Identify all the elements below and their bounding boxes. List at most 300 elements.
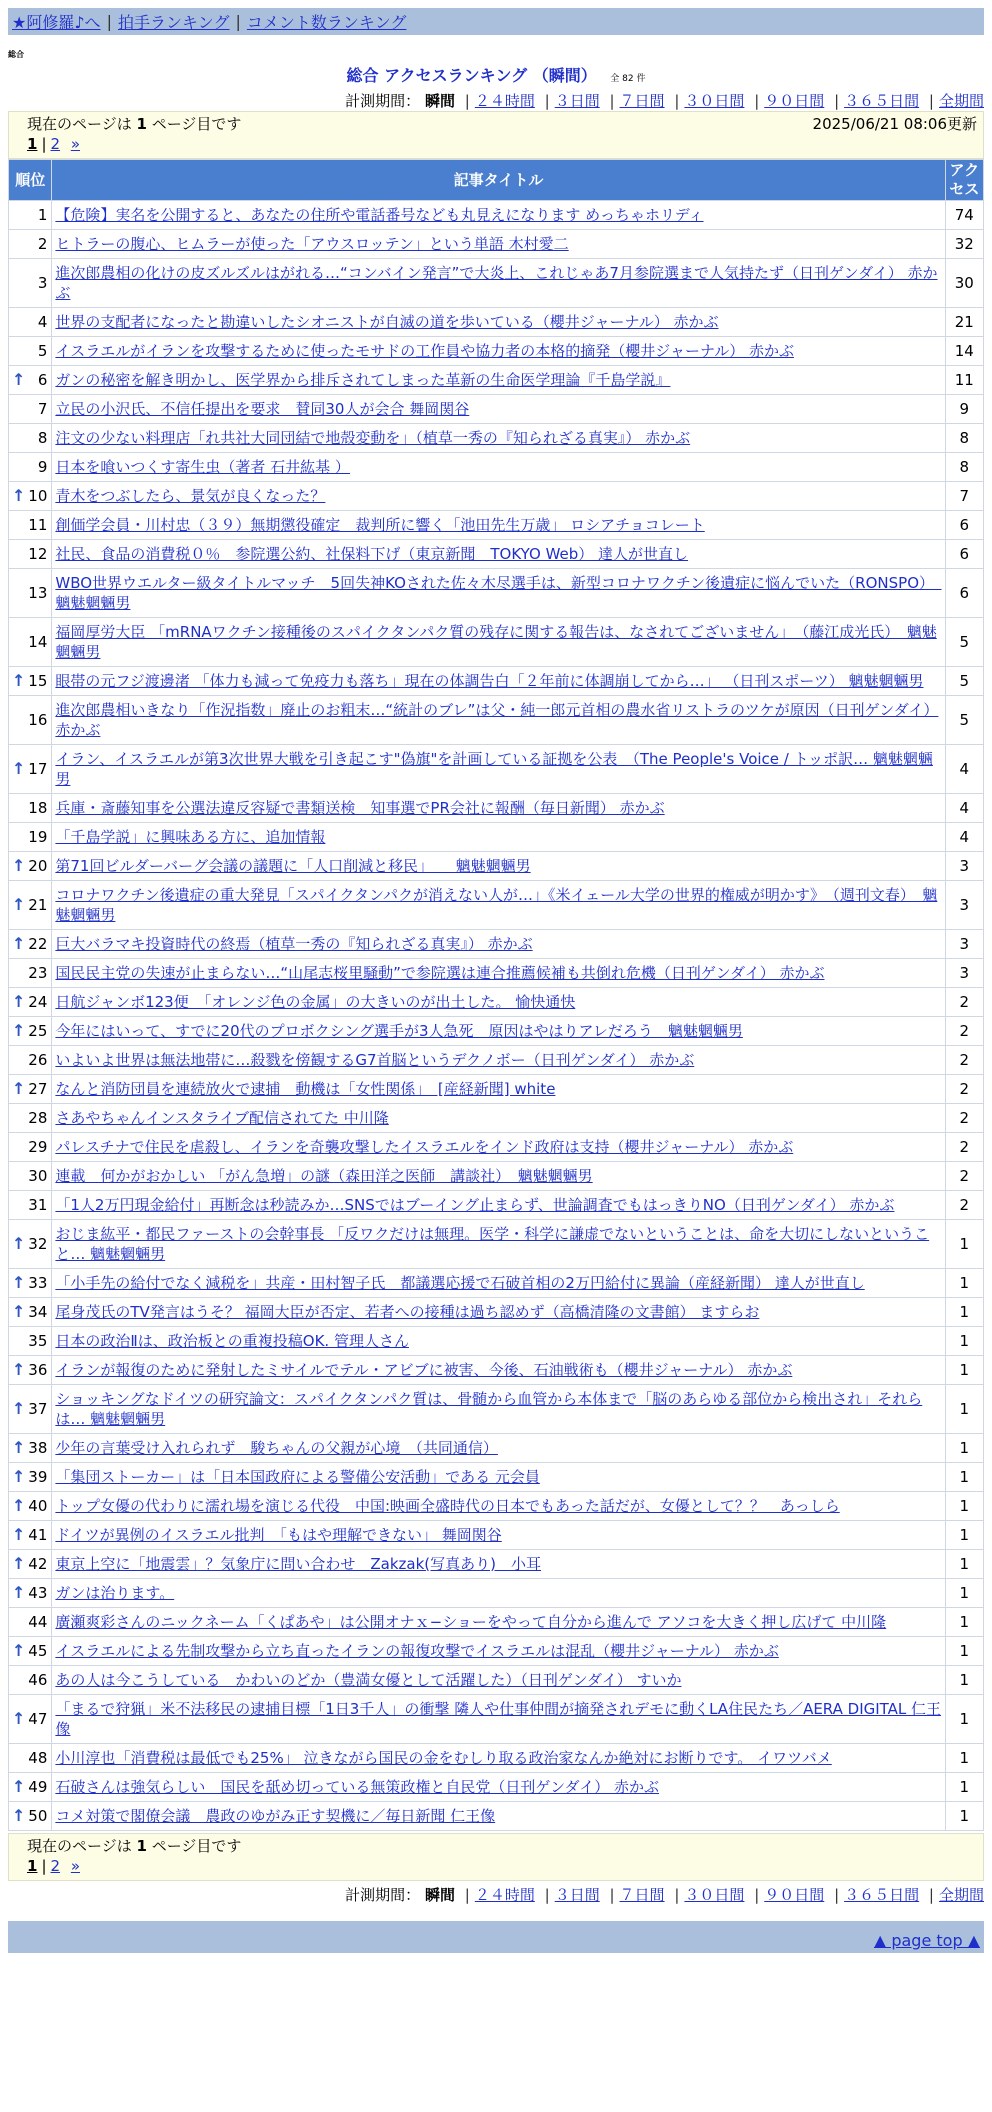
rank-number: 13 (28, 584, 48, 602)
title-cell (52, 308, 944, 336)
period-link-30d[interactable]: ３０日間 (684, 1886, 745, 1904)
rank-up-arrow-icon: ↑ (12, 992, 26, 1011)
article-title-link[interactable]: 石破さんは強気らしい 国民を舐め切っている無策政権と自民党（日刊ゲンダイ） 赤かぶ (55, 1778, 659, 1796)
article-title-link[interactable]: 東京上空に「地震雲」？気象庁に問い合わせ Zakzak(写真あり) 小耳 (55, 1555, 542, 1573)
title-cell (52, 569, 944, 617)
article-title-link[interactable]: WBO世界ウエルター級タイトルマッチ 5回失神KOされた佐々木尽選手は、新型コロナワクチン後遺症に悩んでいた（RONSPO） 魑魅魍魎男 (55, 574, 942, 612)
paging-box-bottom (8, 1833, 984, 1881)
title-cell (52, 823, 944, 851)
article-title-link[interactable]: トップ女優の代わりに濡れ場を演じる代役 中国:映画全盛時代の日本でもあった話だが、女優として？？ あっしら (55, 1497, 840, 1515)
rank-up-arrow-icon: ↑ (12, 1583, 26, 1602)
period-selector-bottom: 計測期間： 瞬間 | ２４時間 | ３日間 | ７日間 | ３０日間 | ９０日間 | ３６５日間 | 全期間 (345, 1886, 984, 1904)
access-count: 32 (946, 230, 983, 258)
article-title-link[interactable]: 連載 何かがおかしい 「がん急増」の謎（森田洋之医師 講談社） 魑魅魍魎男 (55, 1167, 593, 1185)
title-cell (52, 1162, 944, 1190)
article-title-link[interactable]: ドイツが異例のイスラエル批判 「もはや理解できない」 舞岡関谷 (55, 1526, 502, 1544)
article-title-link[interactable]: 巨大バラマキ投資時代の終焉（植草一秀の『知られざる真実』） 赤かぶ (55, 935, 533, 953)
access-count: 8 (946, 453, 983, 481)
rank-cell (9, 1521, 51, 1549)
page-2-link[interactable]: 2 (50, 1857, 61, 1875)
title-cell (52, 1298, 944, 1326)
title-cell (52, 1802, 944, 1830)
title-cell (52, 453, 944, 481)
period-link-24h[interactable]: ２４時間 (474, 1886, 535, 1904)
title-cell (52, 482, 944, 510)
next-page-link[interactable]: » (70, 1857, 81, 1875)
title-cell (52, 1579, 944, 1607)
article-title-link[interactable]: 「まるで狩猟」米不法移民の逮捕目標「1日3千人」の衝撃 隣人や仕事仲間が摘発されデモに動くLA住民たち／AERA DIGITAL 仁王像 (55, 1700, 942, 1738)
article-title-link[interactable]: 【危険】実名を公開すると、あなたの住所や電話番号なども丸見えになります めっちゃホリディ (55, 206, 704, 224)
ranking-rows (9, 201, 983, 1830)
article-title-link[interactable]: さあやちゃんインスタライブ配信されてた 中川隆 (55, 1109, 389, 1127)
access-count: 1 (946, 1695, 983, 1743)
title-cell (52, 201, 944, 229)
period-label: 計測期間： (345, 92, 421, 110)
rank-cell (9, 453, 51, 481)
article-title-link[interactable]: 「1人2万円現金給付」再断念は秒読みか…SNSではブーイング止まらず、世論調査でもはっきりNO（日刊ゲンダイ） 赤かぶ (55, 1196, 895, 1214)
title-cell (52, 1191, 944, 1219)
table-row (9, 667, 983, 695)
rank-number: 18 (28, 799, 48, 817)
rank-up-arrow-icon: ↑ (12, 759, 26, 778)
section-label: 総合 (8, 50, 24, 59)
rank-cell (9, 366, 51, 394)
access-count: 21 (946, 308, 983, 336)
table-row (9, 366, 983, 394)
title-cell (52, 1327, 944, 1355)
article-title-link[interactable]: ガンの秘密を解き明かし、医学界から排斥されてしまった革新の生命医学理論『千島学説』 (55, 371, 671, 389)
title-cell (52, 794, 944, 822)
rank-number: 25 (28, 1022, 48, 1040)
rank-number: 4 (37, 313, 48, 331)
period-link-7d[interactable]: ７日間 (619, 1886, 665, 1904)
title-cell (52, 1744, 944, 1772)
article-title-link[interactable]: 青木をつぶしたら、景気が良くなった？ (55, 487, 326, 505)
access-count: 4 (946, 823, 983, 851)
rank-number: 49 (28, 1778, 48, 1796)
access-count: 1 (946, 1327, 983, 1355)
title-cell (52, 1046, 944, 1074)
table-row (9, 1579, 983, 1607)
access-count: 1 (946, 1220, 983, 1268)
rank-number: 37 (28, 1400, 48, 1418)
access-count: 30 (946, 259, 983, 307)
rank-number: 12 (28, 545, 48, 563)
table-row (9, 696, 983, 744)
rank-number: 46 (28, 1671, 48, 1689)
rank-number: 24 (28, 993, 48, 1011)
article-title-link[interactable]: イスラエルによる先制攻撃から立ち直ったイランの報復攻撃でイスラエルは混乱（櫻井ジャーナル） 赤かぶ (55, 1642, 779, 1660)
rank-number: 26 (28, 1051, 48, 1069)
article-title-link[interactable]: 廣瀬爽彩さんのニックネーム「くぱあや」は公開オナｘ−ショーをやって自分から進んで アソコを大きく押し広げて 中川隆 (55, 1613, 887, 1631)
title-cell (52, 1550, 944, 1578)
access-count: 2 (946, 1191, 983, 1219)
rank-cell (9, 337, 51, 365)
table-row (9, 1773, 983, 1801)
table-row (9, 1695, 983, 1743)
rank-up-arrow-icon: ↑ (12, 1021, 26, 1040)
rank-cell (9, 201, 51, 229)
rank-number: 35 (28, 1332, 48, 1350)
table-row (9, 1269, 983, 1297)
access-count: 5 (946, 667, 983, 695)
access-count: 2 (946, 1133, 983, 1161)
article-title-link[interactable]: 尾身茂氏のTV発言はうそ？ 福岡大臣が否定、若者への接種は過ち認めず（高橋清隆の文書館） ますらお (55, 1303, 760, 1321)
rank-cell (9, 1269, 51, 1297)
rank-cell (9, 1608, 51, 1636)
table-row (9, 1385, 983, 1433)
title-cell (52, 881, 944, 929)
access-count: 7 (946, 482, 983, 510)
access-count: 4 (946, 794, 983, 822)
access-count: 1 (946, 1269, 983, 1297)
title-cell (52, 852, 944, 880)
ranking-title: 総合 アクセスランキング （瞬間） (346, 66, 597, 85)
table-row (9, 395, 983, 423)
rank-up-arrow-icon: ↑ (12, 856, 26, 875)
rank-number: 47 (28, 1710, 48, 1728)
article-title-link[interactable]: なんと消防団員を連続放火で逮捕 動機は「女性関係」 [産経新聞] white (55, 1080, 556, 1098)
rank-cell (9, 1773, 51, 1801)
col-rank-header: 順位 (9, 160, 51, 200)
rank-up-arrow-icon: ↑ (12, 1079, 26, 1098)
rank-cell (9, 959, 51, 987)
table-row (9, 308, 983, 336)
rank-number: 20 (28, 857, 48, 875)
rank-number: 1 (37, 206, 48, 224)
period-link-24h[interactable]: ２４時間 (474, 92, 535, 110)
rank-up-arrow-icon: ↑ (12, 1496, 26, 1515)
page-status: 現在のページは 1 ページ目です (27, 115, 242, 133)
access-count: 1 (946, 1521, 983, 1549)
rank-cell (9, 1492, 51, 1520)
clap-ranking-link[interactable]: 拍手ランキング (117, 13, 230, 32)
rank-up-arrow-icon: ↑ (12, 1525, 26, 1544)
rank-number: 29 (28, 1138, 48, 1156)
article-title-link[interactable]: イスラエルがイランを攻撃するために使ったモサドの工作員や協力者の本格的摘発（櫻井ジャーナル） 赤かぶ (55, 342, 794, 360)
period-label: 計測期間： (345, 1886, 421, 1904)
rank-number: 30 (28, 1167, 48, 1185)
nav-separator: | (106, 12, 112, 31)
table-row (9, 618, 983, 666)
title-cell (52, 1133, 944, 1161)
access-count: 3 (946, 959, 983, 987)
rank-up-arrow-icon: ↑ (12, 1806, 26, 1825)
article-title-link[interactable]: ガンは治ります。 (55, 1584, 175, 1602)
comment-ranking-link[interactable]: コメント数ランキング (246, 13, 407, 32)
table-row (9, 1162, 983, 1190)
title-cell (52, 230, 944, 258)
table-row (9, 1356, 983, 1384)
table-row (9, 511, 983, 539)
rank-up-arrow-icon: ↑ (12, 1302, 26, 1321)
period-link-3d[interactable]: ３日間 (554, 92, 600, 110)
article-title-link[interactable]: 進次郎農相の化けの皮ズルズルはがれる…“コンバイン発言”で大炎上、これじゃあ7月参院選まで人気持たず（日刊ゲンダイ） 赤かぶ (55, 264, 938, 302)
title-cell (52, 540, 944, 568)
page-1-current: 1 (27, 135, 38, 153)
title-cell (52, 1075, 944, 1103)
rank-up-arrow-icon: ↑ (12, 370, 26, 389)
table-row (9, 337, 983, 365)
article-title-link[interactable]: 日本を喰いつくす寄生虫（著者 石井紘基 ） (55, 458, 350, 476)
rank-up-arrow-icon: ↑ (12, 1777, 26, 1796)
table-row (9, 1075, 983, 1103)
title-cell (52, 395, 944, 423)
title-cell (52, 959, 944, 987)
table-row (9, 1327, 983, 1355)
rank-cell (9, 308, 51, 336)
rank-cell (9, 1162, 51, 1190)
access-count: 1 (946, 1637, 983, 1665)
rank-number: 21 (28, 896, 48, 914)
title-cell (52, 1356, 944, 1384)
rank-number: 23 (28, 964, 48, 982)
rank-up-arrow-icon: ↑ (12, 1641, 26, 1660)
article-title-link[interactable]: ヒトラーの腹心、ヒムラーが使った「アウスロッテン」という単語 木村愛二 (55, 235, 569, 253)
rank-number: 38 (28, 1439, 48, 1457)
rank-cell (9, 1579, 51, 1607)
period-link-all[interactable]: 全期間 (938, 1886, 984, 1904)
rank-number: 19 (28, 828, 48, 846)
article-title-link[interactable]: イランが報復のために発射したミサイルでテル・アビブに被害、今後、石油戦術も（櫻井ジャーナル） 赤かぶ (55, 1361, 793, 1379)
table-row (9, 1666, 983, 1694)
rank-number: 14 (28, 633, 48, 651)
rank-number: 41 (28, 1526, 48, 1544)
rank-cell (9, 1220, 51, 1268)
article-title-link[interactable]: 小川淳也「消費税は最低でも25%」 泣きながら国民の金をむしり取る政治家なんか絶対にお断りです。 イワツバメ (55, 1749, 832, 1767)
table-row (9, 569, 983, 617)
table-row (9, 1220, 983, 1268)
article-title-link[interactable]: 世界の支配者になったと勘違いしたシオニストが自滅の道を歩いている（櫻井ジャーナル） 赤かぶ (55, 313, 719, 331)
article-title-link[interactable]: 福岡厚労大臣 「mRNAワクチン接種後のスパイクタンパク質の残存に関する報告は、なされてございません」 （藤江成光氏） 魑魅魍魎男 (55, 623, 937, 661)
rank-number: 11 (28, 516, 48, 534)
rank-number: 17 (28, 760, 48, 778)
access-count: 1 (946, 1579, 983, 1607)
period-link-90d[interactable]: ９０日間 (764, 1886, 825, 1904)
article-title-link[interactable]: 日本の政治Ⅱは、政治板との重複投稿OK. 管理人さん (55, 1332, 409, 1350)
article-title-link[interactable]: 進次郎農相いきなり「作況指数」廃止のお粗末…“統計のブレ”は父・純一郎元首相の農水省リストラのツケが原因（日刊ゲンダイ） 赤かぶ (55, 701, 939, 739)
rank-number: 39 (28, 1468, 48, 1486)
page-top-link[interactable]: ▲ page top ▲ (873, 1931, 980, 1950)
rank-up-arrow-icon: ↑ (12, 1234, 26, 1253)
rank-up-arrow-icon: ↑ (12, 1709, 26, 1728)
table-row (9, 794, 983, 822)
table-row (9, 201, 983, 229)
rank-cell (9, 424, 51, 452)
article-title-link[interactable]: あの人は今こうしている かわいのどか（豊満女優として活躍した）（日刊ゲンダイ） すいか (55, 1671, 682, 1689)
access-count: 1 (946, 1463, 983, 1491)
access-count: 2 (946, 1075, 983, 1103)
rank-cell (9, 1191, 51, 1219)
table-row (9, 540, 983, 568)
rank-up-arrow-icon: ↑ (12, 1438, 26, 1457)
rank-cell (9, 395, 51, 423)
access-count: 1 (946, 1666, 983, 1694)
rank-up-arrow-icon: ↑ (12, 1399, 26, 1418)
rank-number: 43 (28, 1584, 48, 1602)
article-title-link[interactable]: 兵庫・斎藤知事を公選法違反容疑で書類送検 知事選でPR会社に報酬（毎日新聞） 赤かぶ (55, 799, 665, 817)
rank-cell (9, 745, 51, 793)
table-row (9, 1802, 983, 1830)
next-page-link[interactable]: » (70, 135, 81, 153)
rank-cell (9, 1695, 51, 1743)
rank-cell (9, 1104, 51, 1132)
article-title-link[interactable]: コロナワクチン後遺症の重大発見「スパイクタンパクが消えない人が…」《米イェール大学の世界的権威が明かす》 （週刊文春） 魑魅魍魎男 (55, 886, 938, 924)
rank-number: 8 (37, 429, 48, 447)
table-row (9, 1492, 983, 1520)
rank-cell (9, 1385, 51, 1433)
access-count: 4 (946, 745, 983, 793)
rank-cell (9, 1356, 51, 1384)
top-nav-bar (8, 8, 984, 35)
rank-number: 45 (28, 1642, 48, 1660)
title-cell (52, 618, 944, 666)
rank-cell (9, 1744, 51, 1772)
article-title-link[interactable]: コメ対策で閣僚会議 農政のゆがみ正す契機に／毎日新聞 仁王像 (55, 1807, 496, 1825)
rank-number: 44 (28, 1613, 48, 1631)
article-title-link[interactable]: 「千島学説」に興味ある方に、追加情報 (55, 828, 326, 846)
access-count: 5 (946, 696, 983, 744)
rank-up-arrow-icon: ↑ (12, 486, 26, 505)
access-count: 1 (946, 1608, 983, 1636)
rank-cell (9, 1075, 51, 1103)
table-row (9, 1017, 983, 1045)
title-cell (52, 1773, 944, 1801)
period-link-30d[interactable]: ３０日間 (684, 92, 745, 110)
rank-number: 48 (28, 1749, 48, 1767)
pagination: 1 | 2 » (27, 135, 81, 153)
title-cell (52, 259, 944, 307)
access-count: 1 (946, 1385, 983, 1433)
article-title-link[interactable]: パレスチナで住民を虐殺し、イランを奇襲攻撃したイスラエルをインド政府は支持（櫻井ジャーナル） 赤かぶ (55, 1138, 794, 1156)
period-link-7d[interactable]: ７日間 (619, 92, 665, 110)
access-count: 1 (946, 1744, 983, 1772)
access-count: 3 (946, 852, 983, 880)
article-title-link[interactable]: 第71回ビルダーバーグ会議の議題に「人口削減と移民」 魑魅魍魎男 (55, 857, 531, 875)
rank-cell (9, 930, 51, 958)
title-cell (52, 1637, 944, 1665)
period-selector-top: 計測期間： 瞬間 | ２４時間 | ３日間 | ７日間 | ３０日間 | ９０日間 | ３６５日間 | 全期間 (345, 92, 984, 110)
article-title-link[interactable]: 「小手先の給付でなく減税を」共産・田村智子氏 都議選応援で石破首相の2万円給付に異論（産経新聞） 達人が世直し (55, 1274, 865, 1292)
access-count: 1 (946, 1492, 983, 1520)
table-row (9, 1521, 983, 1549)
period-link-3d[interactable]: ３日間 (554, 1886, 600, 1904)
title-cell (52, 1608, 944, 1636)
title-cell (52, 1269, 944, 1297)
rank-cell (9, 259, 51, 307)
table-row (9, 930, 983, 958)
table-row (9, 1744, 983, 1772)
article-title-link[interactable]: 今年にはいって、すでに20代のプロボクシング選手が3人急死 原因はやはりアレだろう 魑魅魍魎男 (55, 1022, 743, 1040)
period-link-365d[interactable]: ３６５日間 (844, 92, 920, 110)
rank-number: 16 (28, 711, 48, 729)
table-row (9, 823, 983, 851)
paging-box-top (8, 111, 984, 159)
rank-cell (9, 1327, 51, 1355)
title-cell (52, 1220, 944, 1268)
page (8, 8, 984, 1953)
table-row (9, 852, 983, 880)
access-count: 1 (946, 1550, 983, 1578)
access-count: 6 (946, 511, 983, 539)
rank-cell (9, 1298, 51, 1326)
rank-number: 33 (28, 1274, 48, 1292)
rank-number: 6 (37, 371, 48, 389)
period-current: 瞬間 (424, 92, 455, 110)
nav-separator: | (235, 12, 241, 31)
rank-cell (9, 482, 51, 510)
access-count: 6 (946, 540, 983, 568)
article-title-link[interactable]: 少年の言葉受け入れられず 駿ちゃんの父親が心境 （共同通信） (55, 1439, 498, 1457)
rank-cell (9, 1637, 51, 1665)
period-current: 瞬間 (424, 1886, 455, 1904)
period-link-365d[interactable]: ３６５日間 (844, 1886, 920, 1904)
table-row (9, 1608, 983, 1636)
rank-cell (9, 881, 51, 929)
rank-up-arrow-icon: ↑ (12, 1273, 26, 1292)
rank-number: 36 (28, 1361, 48, 1379)
table-row (9, 453, 983, 481)
page-2-link[interactable]: 2 (50, 135, 61, 153)
ranking-title-row (8, 66, 984, 89)
table-row (9, 424, 983, 452)
access-count: 1 (946, 1773, 983, 1801)
table-row (9, 1133, 983, 1161)
article-title-link[interactable]: 注文の少ない料理店「れ共社大同団結で地殻変動を」（植草一秀の『知られざる真実』） 赤かぶ (55, 429, 691, 447)
article-title-link[interactable]: おじま紘平・都民ファーストの会幹事長 「反ワクだけは無理。医学・科学に謙虚でないということは、命を大切にしないということ… 魑魅魍魎男 (55, 1225, 930, 1263)
table-row (9, 482, 983, 510)
title-cell (52, 1385, 944, 1433)
rank-number: 50 (28, 1807, 48, 1825)
rank-cell (9, 230, 51, 258)
table-row (9, 1463, 983, 1491)
period-link-all[interactable]: 全期間 (938, 92, 984, 110)
access-count: 11 (946, 366, 983, 394)
article-title-link[interactable]: ショッキングなドイツの研究論文：スパイクタンパク質は、骨髄から血管から本体まで「脳のあらゆる部位から検出され」それらは… 魑魅魍魎男 (55, 1390, 923, 1428)
title-cell (52, 337, 944, 365)
table-row (9, 230, 983, 258)
article-title-link[interactable]: 眼帯の元フジ渡邊渚 「体力も減って免疫力も落ち」現在の体調告白「２年前に体調崩してから…」 （日刊スポーツ） 魑魅魍魎男 (55, 672, 924, 690)
article-title-link[interactable]: 立民の小沢氏、不信任提出を要求 賛同30人が会合 舞岡関谷 (55, 400, 470, 418)
table-row (9, 1046, 983, 1074)
title-cell (52, 424, 944, 452)
title-cell (52, 1666, 944, 1694)
page-status-bottom: 現在のページは 1 ページ目です (27, 1837, 242, 1855)
article-title-link[interactable]: 「集団ストーカー」は「日本国政府による警備公安活動」である 元会員 (55, 1468, 540, 1486)
period-link-90d[interactable]: ９０日間 (764, 92, 825, 110)
article-title-link[interactable]: いよいよ世界は無法地帯に…殺戮を傍観するG7首脳というデクノボー（日刊ゲンダイ） 赤かぶ (55, 1051, 695, 1069)
rank-cell (9, 988, 51, 1016)
access-count: 3 (946, 881, 983, 929)
article-title-link[interactable]: 社民、食品の消費税０％ 参院選公約、社保料下げ（東京新聞 TOKYO Web） 達人が世直し (55, 545, 689, 563)
table-row (9, 259, 983, 307)
rank-number: 15 (28, 672, 48, 690)
article-title-link[interactable]: 国民民主党の失速が止まらない…“山尾志桜里騒動”で参院選は連合推薦候補も共倒れ危機（日刊ゲンダイ） 赤かぶ (55, 964, 825, 982)
article-title-link[interactable]: イラン、イスラエルが第3次世界大戦を引き起こす"偽旗"を計画している証拠を公表 （The People's Voice / トッポ訳… 魑魅魍魎男 (55, 750, 933, 788)
article-title-link[interactable]: 創価学会員・川村忠（３９）無期懲役確定 裁判所に響く「池田先生万歳」 ロシアチョコレート (55, 516, 705, 534)
access-count: 9 (946, 395, 983, 423)
rank-number: 27 (28, 1080, 48, 1098)
rank-number: 28 (28, 1109, 48, 1127)
title-cell (52, 745, 944, 793)
access-count: 1 (946, 1802, 983, 1830)
rank-up-arrow-icon: ↑ (12, 671, 26, 690)
home-link[interactable]: ★阿修羅♪へ (12, 13, 101, 32)
col-access-header: アクセス (946, 160, 983, 200)
article-title-link[interactable]: 日航ジャンボ123便 「オレンジ色の金属」の大きいのが出土した。 愉快通快 (55, 993, 576, 1011)
rank-number: 42 (28, 1555, 48, 1573)
table-row (9, 959, 983, 987)
